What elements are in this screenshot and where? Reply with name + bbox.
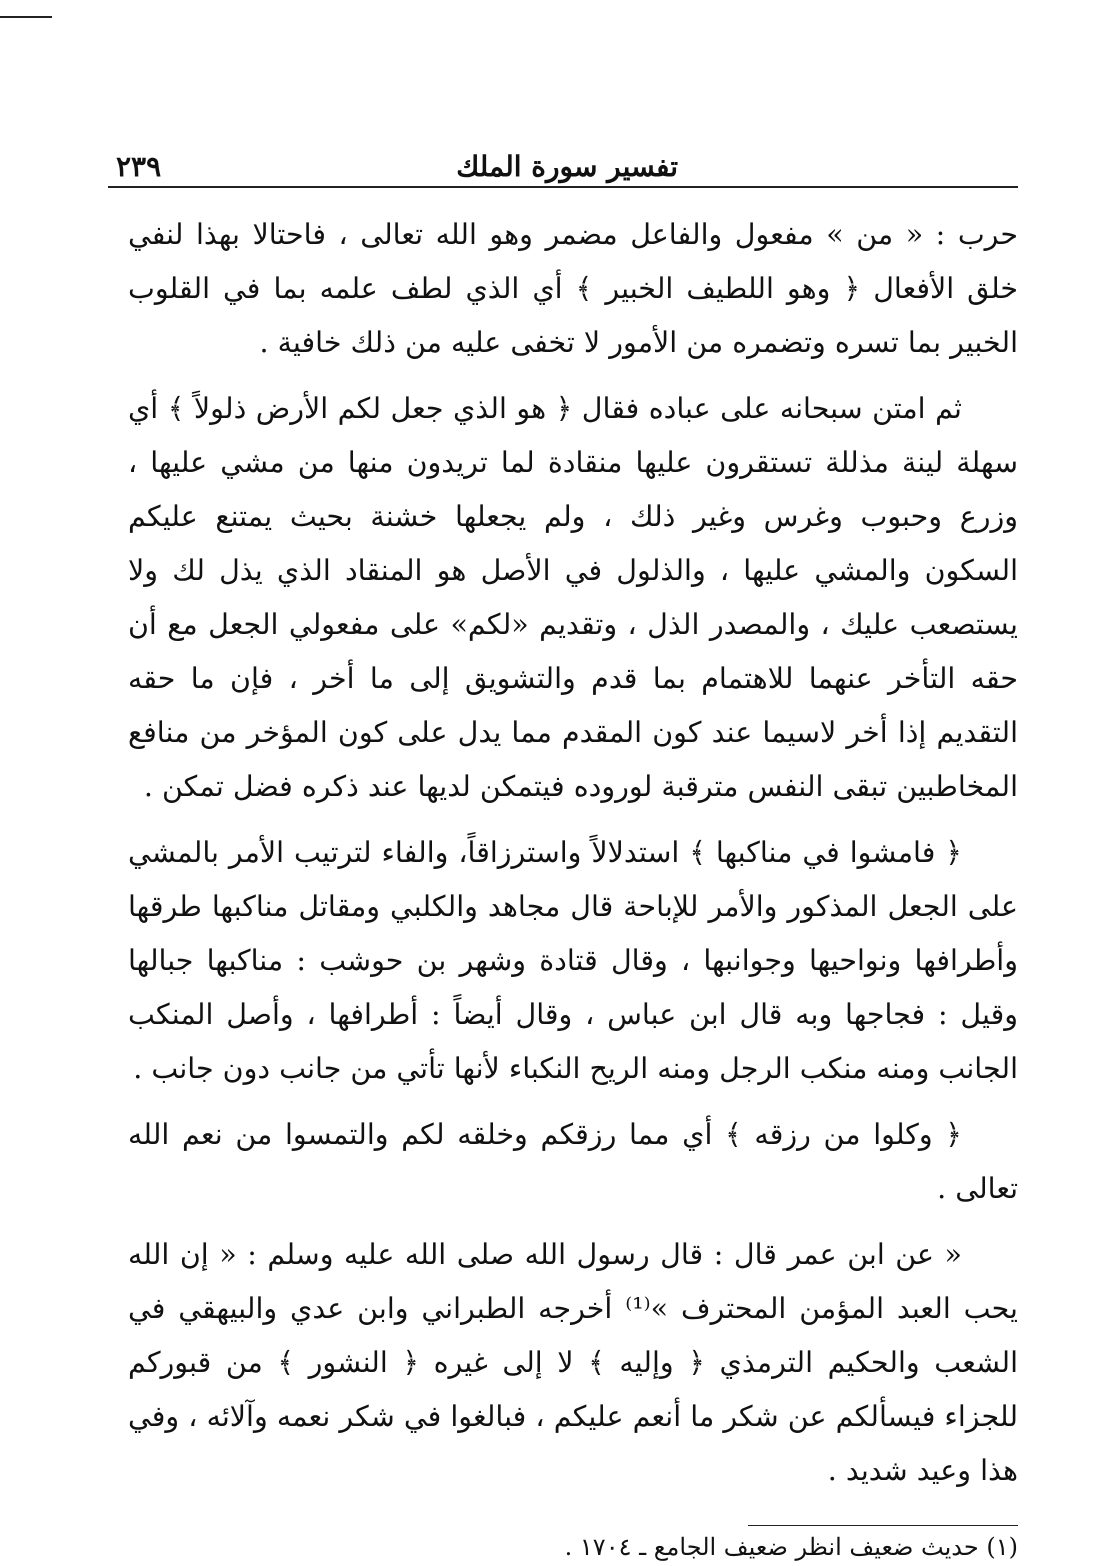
paragraph-2: ثم امتن سبحانه على عباده فقال ﴿ هو الذي جعل لكم الأرض ذلولاً ﴾ أي سهلة لينة مذللة تستقرون عليها منقادة لما تريدون منها من مشي عليها ، وزرع وحبوب وغرس وغير ذلك ، ولم يجعلها خشنة بحيث يمتنع عليكم السكون والمشي عليها ، والذلول في الأصل هو المنقاد الذي يذل لك ولا يستصعب عليك ، والمصدر الذل ، وتقديم «لكم» على مفعولي الجعل مع أن حقه التأخر عنهما للاهتمام بما قدم والتشويق إلى ما أخر ، فإن ما حقه التقديم إذا أخر لاسيما عند كون المقدم مما يدل على كون المؤخر من منافع المخاطبين تبقى النفس مترقبة لوروده فيتمكن لديها عند ذكره فضل تمكن . [128,392,1018,803]
paragraph-3: ﴿ فامشوا في مناكبها ﴾ استدلالاً واسترزاقاً، والفاء لترتيب الأمر بالمشي على الجعل المذكور والأمر للإباحة قال مجاهد والكلبي ومقاتل مناكبها طرقها وأطرافها ونواحيها وجوانبها ، وقال قتادة وشهر بن حوشب : مناكبها جبالها وقيل : فجاجها وبه قال ابن عباس ، وقال أيضاً : أطرافها ، وأصل المنكب الجانب ومنه منكب الرجل ومنه الريح النكباء لأنها تأتي من جانب دون جانب . [128,836,1018,1085]
running-title: تفسير سورة الملك [456,150,678,183]
main-text [128,208,1018,1498]
page-header [108,150,1018,188]
footnote-separator [748,1525,1018,1526]
paragraph-1: حرب : « من » مفعول والفاعل مضمر وهو الله تعالى ، فاحتالا بهذا لنفي خلق الأفعال ﴿ وهو اللطيف الخبير ﴾ أي الذي لطف علمه بما في القلوب الخبير بما تسره وتضمره من الأمور لا تخفى عليه من ذلك خافية . [128,218,1018,359]
page-number: ٢٣٩ [116,150,162,183]
paragraph-4: ﴿ وكلوا من رزقه ﴾ أي مما رزقكم وخلقه لكم والتمسوا من نعم الله تعالى . [128,1118,1018,1205]
corner-crop-mark [0,16,52,18]
paragraph-5: « عن ابن عمر قال : قال رسول الله صلى الله عليه وسلم : « إن الله يحب العبد المؤمن المحترف »⁽¹⁾ أخرجه الطبراني وابن عدي والبيهقي في الشعب والحكيم الترمذي ﴿ وإليه ﴾ لا إلى غيره ﴿ النشور ﴾ من قبوركم للجزاء فيسألكم عن شكر ما أنعم عليكم ، فبالغوا في شكر نعمه وآلائه ، وفي هذا وعيد شديد . [128,1238,1018,1487]
footnote: (١) حديث ضعيف انظر ضعيف الجامع ـ ١٧٠٤ . [564,1533,1018,1561]
